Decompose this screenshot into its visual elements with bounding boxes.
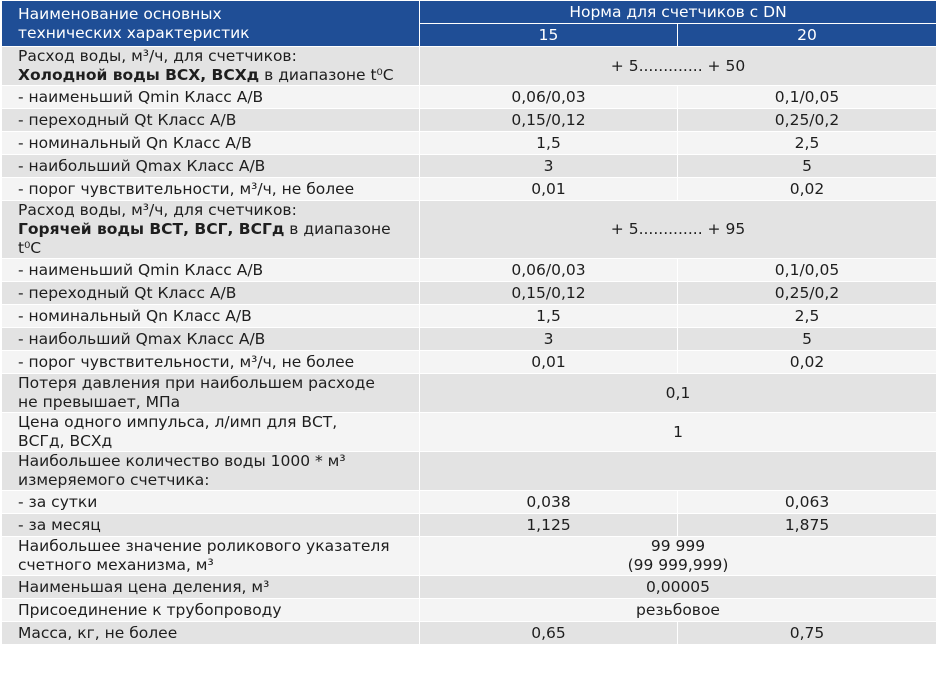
cold-title-row	[2, 47, 937, 86]
table-row	[2, 86, 937, 109]
table-row	[2, 351, 937, 374]
pulse-line2: ВСГд, ВСХд	[18, 432, 113, 450]
pressure-value: 0,1	[420, 374, 937, 413]
row-label: - порог чувствительности, м³/ч, не более	[2, 178, 420, 201]
division-row	[2, 576, 937, 599]
row-label: - переходный Qt Класс А/В	[2, 282, 420, 305]
row-value-dn15: 0,06/0,03	[420, 86, 678, 109]
row-label: - за сутки	[2, 491, 420, 514]
table-row	[2, 282, 937, 305]
row-value-dn20: 0,25/0,2	[678, 109, 937, 132]
roller-row	[2, 537, 937, 576]
pulse-line1: Цена одного импульса, л/имп для ВСТ,	[18, 413, 338, 431]
row-value-dn20: 0,1/0,05	[678, 259, 937, 282]
maxvol-line1: Наибольшее количество воды 1000 * м³	[18, 452, 346, 470]
row-label: - порог чувствительности, м³/ч, не более	[2, 351, 420, 374]
mass-value-dn15: 0,65	[420, 622, 678, 645]
maxvol-line2: измеряемого счетчика:	[18, 471, 210, 489]
row-label: - наименьший Qmin Класс А/В	[2, 259, 420, 282]
row-value-dn20: 2,5	[678, 132, 937, 155]
pulse-row	[2, 413, 937, 452]
table-row	[2, 328, 937, 351]
mass-value-dn20: 0,75	[678, 622, 937, 645]
maxvol-empty	[420, 452, 937, 491]
row-value-dn15: 0,15/0,12	[420, 109, 678, 132]
row-value-dn20: 5	[678, 328, 937, 351]
row-label: - номинальный Qn Класс А/В	[2, 132, 420, 155]
row-label: - наименьший Qmin Класс А/В	[2, 86, 420, 109]
connection-value: резьбовое	[420, 599, 937, 622]
row-value-dn15: 0,01	[420, 178, 678, 201]
row-value-dn20: 1,875	[678, 514, 937, 537]
cold-range: + 5............. + 50	[420, 47, 937, 86]
table-row	[2, 178, 937, 201]
row-value-dn15: 3	[420, 155, 678, 178]
header-row	[2, 1, 937, 24]
header-name-cell	[2, 1, 420, 47]
pulse-value: 1	[420, 413, 937, 452]
row-value-dn15: 3	[420, 328, 678, 351]
table-row	[2, 259, 937, 282]
row-value-dn15: 1,125	[420, 514, 678, 537]
division-label: Наименьшая цена деления, м³	[2, 576, 420, 599]
table-row	[2, 109, 937, 132]
cold-title-rest: в диапазоне t⁰С	[259, 66, 394, 84]
row-label: - переходный Qt Класс А/В	[2, 109, 420, 132]
hot-title-cell	[2, 201, 420, 259]
row-label: - номинальный Qn Класс А/В	[2, 305, 420, 328]
row-value-dn15: 1,5	[420, 305, 678, 328]
row-value-dn15: 0,06/0,03	[420, 259, 678, 282]
pressure-line2: не превышает, МПа	[18, 393, 181, 411]
row-value-dn15: 0,01	[420, 351, 678, 374]
row-label: - за месяц	[2, 514, 420, 537]
pressure-line1: Потеря давления при наибольшем расходе	[18, 374, 375, 392]
row-value-dn15: 0,15/0,12	[420, 282, 678, 305]
connection-row	[2, 599, 937, 622]
table-row	[2, 132, 937, 155]
maxvol-title-row	[2, 452, 937, 491]
hot-range: + 5............. + 95	[420, 201, 937, 259]
row-value-dn20: 0,063	[678, 491, 937, 514]
roller-label	[2, 537, 420, 576]
pulse-label	[2, 413, 420, 452]
cold-title-bold: Холодной воды ВСХ, ВСХд	[18, 66, 260, 84]
hot-title-line1: Расход воды, м³/ч, для счетчиков:	[18, 201, 297, 219]
hot-title-rest: в диапазоне t⁰С	[18, 220, 391, 257]
mass-label: Масса, кг, не более	[2, 622, 420, 645]
division-value: 0,00005	[420, 576, 937, 599]
row-label: - наибольший Qmax Класс А/В	[2, 328, 420, 351]
row-value-dn20: 0,25/0,2	[678, 282, 937, 305]
row-value-dn20: 0,1/0,05	[678, 86, 937, 109]
hot-title-bold: Горячей воды ВСТ, ВСГ, ВСГд	[18, 220, 285, 238]
maxvol-label	[2, 452, 420, 491]
row-value-dn15: 0,038	[420, 491, 678, 514]
roller-value2: (99 999,999)	[627, 556, 729, 574]
pressure-label	[2, 374, 420, 413]
header-dn20: 20	[678, 24, 937, 47]
header-name-line2: технических характеристик	[18, 23, 250, 42]
connection-label: Присоединение к трубопроводу	[2, 599, 420, 622]
header-norm: Норма для счетчиков с DN	[420, 1, 937, 24]
table-row	[2, 305, 937, 328]
hot-title-row	[2, 201, 937, 259]
row-label: - наибольший Qmax Класс А/В	[2, 155, 420, 178]
table-row	[2, 155, 937, 178]
roller-line2: счетного механизма, м³	[18, 556, 214, 574]
roller-value1: 99 999	[650, 537, 706, 555]
table-row	[2, 491, 937, 514]
row-value-dn20: 0,02	[678, 351, 937, 374]
header-name-line1: Наименование основных	[18, 4, 222, 23]
table-row	[2, 514, 937, 537]
row-value-dn20: 5	[678, 155, 937, 178]
roller-value	[420, 537, 937, 576]
row-value-dn15: 1,5	[420, 132, 678, 155]
specs-table	[1, 0, 937, 645]
pressure-row	[2, 374, 937, 413]
mass-row	[2, 622, 937, 645]
cold-title-cell	[2, 47, 420, 86]
row-value-dn20: 2,5	[678, 305, 937, 328]
header-dn15: 15	[420, 24, 678, 47]
roller-line1: Наибольшее значение роликового указателя	[18, 537, 390, 555]
row-value-dn20: 0,02	[678, 178, 937, 201]
cold-title-line1: Расход воды, м³/ч, для счетчиков:	[18, 47, 297, 65]
